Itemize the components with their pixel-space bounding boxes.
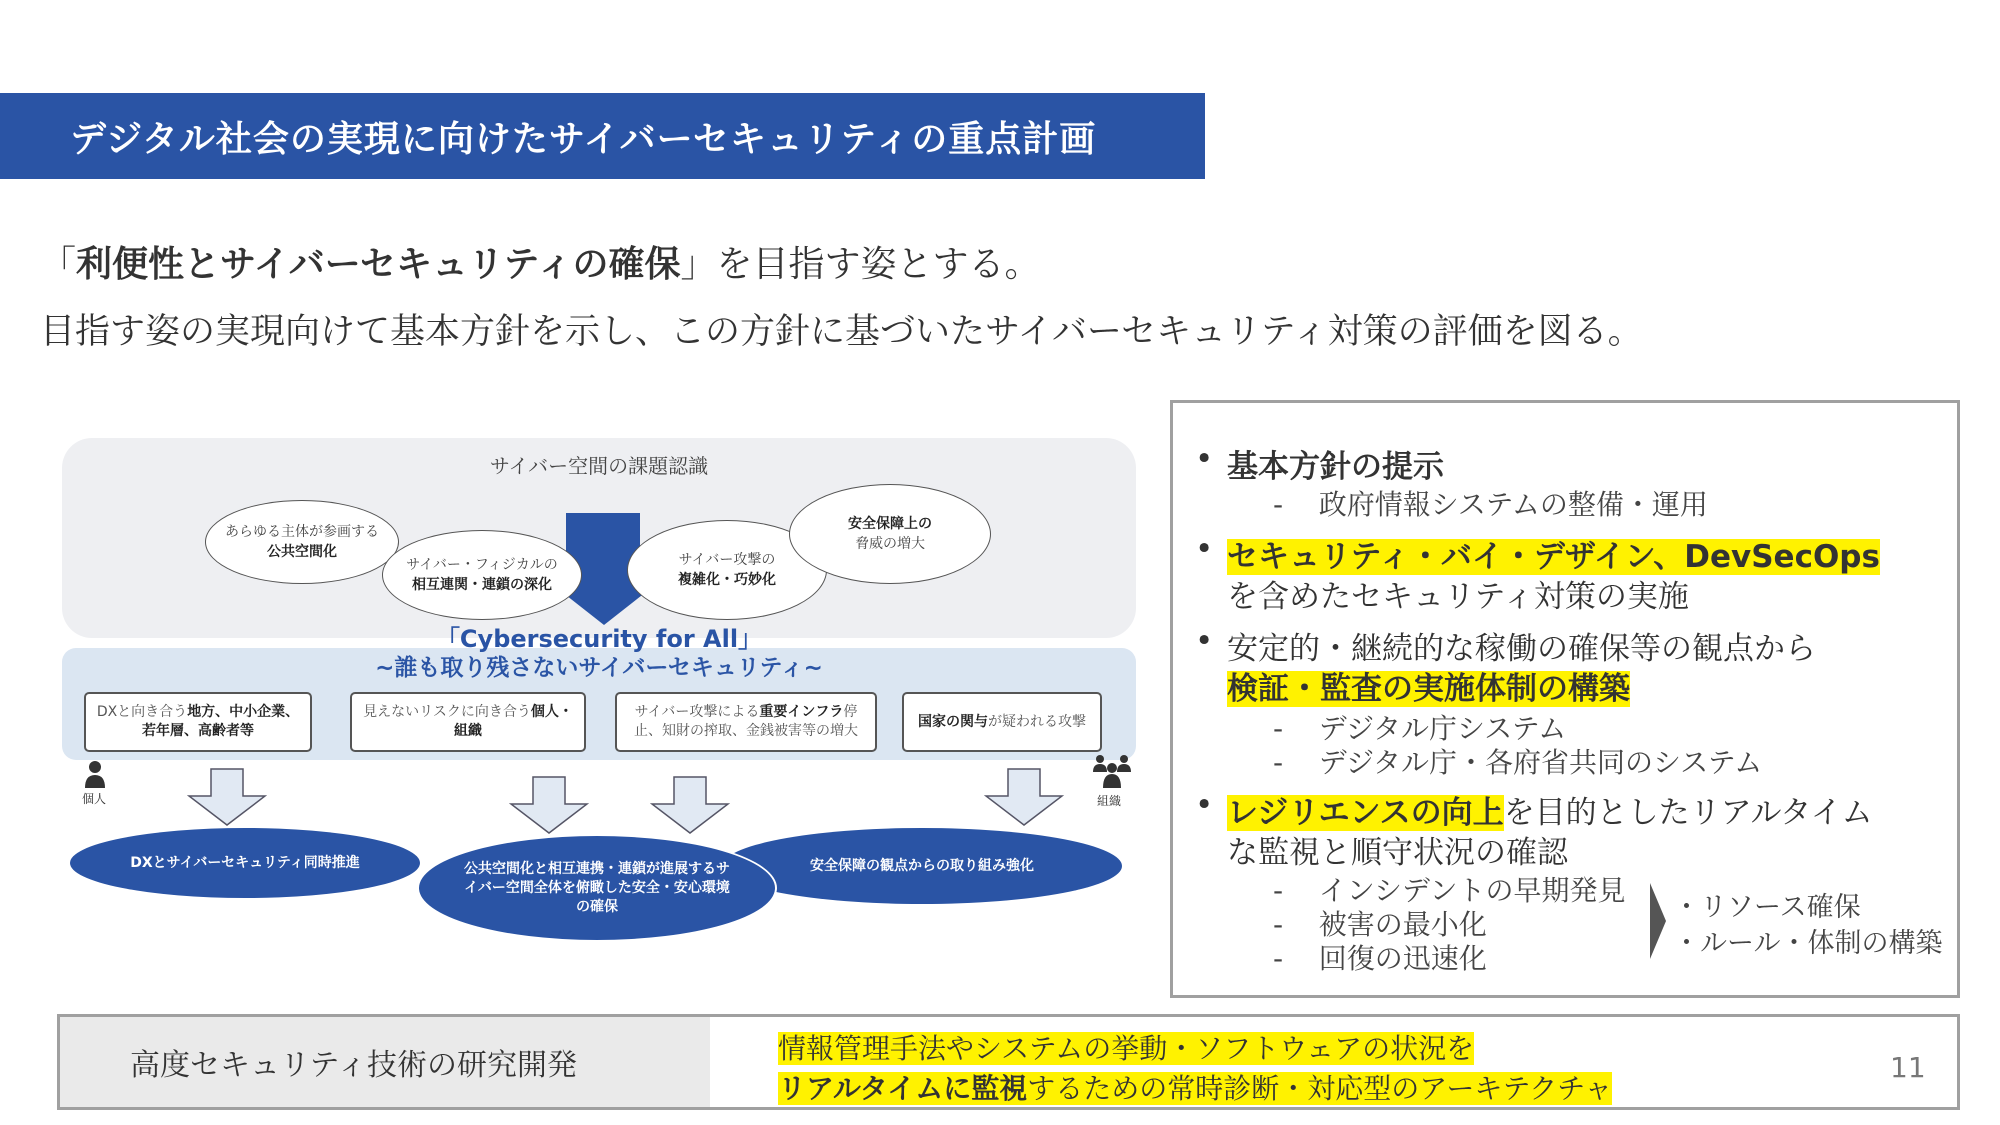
flow-arrow-3 bbox=[650, 776, 730, 834]
flow-arrow-2 bbox=[509, 776, 589, 834]
title-bar bbox=[0, 93, 1205, 179]
organization-icon bbox=[1092, 752, 1132, 788]
goal-ellipse-security: 安全保障の観点からの取り組み強化 bbox=[722, 828, 1122, 904]
policy-resilience-sub-2: - 被害の最小化 bbox=[1273, 908, 1487, 941]
policy-box bbox=[1170, 400, 1960, 998]
research-line-2: リアルタイムに監視するための常時診断・対応型のアーキテクチャ bbox=[778, 1072, 1613, 1105]
risk-box-infrastructure: サイバー攻撃による重要インフラ停止、知財の搾取、金銭被害等の増大 bbox=[615, 692, 877, 752]
flow-arrow-1 bbox=[187, 768, 267, 826]
policy-audit-sub-1: - デジタル庁システム bbox=[1273, 712, 1567, 745]
lead-sentence-1: 「利便性とサイバーセキュリティの確保」を目指す姿とする。 bbox=[40, 244, 1041, 285]
risk-box-state-attack: 国家の関与が疑われる攻撃 bbox=[902, 692, 1102, 752]
policy-audit-sub-2: - デジタル庁・各府省共同のシステム bbox=[1273, 746, 1763, 779]
bracket-arrow-icon bbox=[1648, 881, 1668, 961]
lead-sentence-2: 目指す姿の実現向けて基本方針を示し、この方針に基づいたサイバーセキュリティ対策の評価を図る。 bbox=[40, 312, 1643, 352]
policy-resilience-sub-3: - 回復の迅速化 bbox=[1273, 942, 1487, 975]
bullet: • bbox=[1195, 441, 1214, 477]
bullet: • bbox=[1195, 787, 1214, 823]
organization-label: 組織 bbox=[1097, 794, 1122, 808]
policy-audit-line: 安定的・継続的な稼働の確保等の観点から bbox=[1227, 631, 1816, 667]
issue-oval-security-threat: 安全保障上の 脅威の増大 bbox=[789, 484, 991, 584]
policy-by-design: セキュリティ・バイ・デザイン、DevSecOps bbox=[1227, 539, 1880, 575]
goal-ellipse-public-space: 公共空間化と相互連携・連鎖が進展するサイバー空間全体を俯瞰した安全・安心環境の確保 bbox=[417, 834, 777, 942]
policy-basic: 基本方針の提示 bbox=[1227, 449, 1444, 485]
issue-oval-attacks: サイバー攻撃の 複雑化・巧妙化 bbox=[627, 520, 827, 620]
policy-resilience-sub-1: - インシデントの早期発見 bbox=[1273, 874, 1626, 907]
page-number: 11 bbox=[1890, 1051, 1926, 1084]
side-item-rules: ・ルール・体制の構築 bbox=[1673, 928, 1943, 959]
lead-bold: 利便性とサイバーセキュリティの確保 bbox=[76, 244, 681, 285]
policy-audit-highlight: 検証・監査の実施体制の構築 bbox=[1227, 671, 1630, 707]
flow-arrow-4 bbox=[984, 768, 1064, 826]
risk-box-invisible-risk: 見えないリスクに向き合う個人・組織 bbox=[350, 692, 586, 752]
goal-ellipse-dx: DXとサイバーセキュリティ同時推進 bbox=[70, 828, 420, 898]
issue-oval-public-space: あらゆる主体が参画する 公共空間化 bbox=[205, 500, 399, 584]
person-icon bbox=[84, 760, 106, 788]
bullet: • bbox=[1195, 531, 1214, 567]
policy-by-design-rest: を含めたセキュリティ対策の実施 bbox=[1227, 579, 1689, 615]
policy-basic-sub: - 政府情報システムの整備・運用 bbox=[1273, 488, 1708, 521]
page-title: デジタル社会の実現に向けたサイバーセキュリティの重点計画 bbox=[70, 118, 1097, 160]
cybersecurity-diagram bbox=[62, 438, 1136, 958]
cfa-subtitle: ~誰も取り残さないサイバーセキュリティ~ bbox=[375, 655, 823, 681]
bullet: • bbox=[1195, 623, 1214, 659]
research-label: 高度セキュリティ技術の研究開発 bbox=[60, 1017, 710, 1107]
policy-resilience: レジリエンスの向上を目的としたリアルタイム bbox=[1227, 795, 1873, 831]
research-line-1: 情報管理手法やシステムの挙動・ソフトウェアの状況を bbox=[778, 1032, 1475, 1065]
person-label: 個人 bbox=[82, 792, 107, 806]
side-item-resources: ・リソース確保 bbox=[1673, 892, 1861, 923]
issue-title: サイバー空間の課題認識 bbox=[489, 454, 709, 478]
cfa-title: 「Cybersecurity for All」 bbox=[435, 625, 763, 653]
policy-resilience-rest: な監視と順守状況の確認 bbox=[1227, 835, 1568, 871]
research-box bbox=[57, 1014, 1960, 1110]
risk-box-dx: DXと向き合う地方、中小企業、若年層、高齢者等 bbox=[84, 692, 312, 752]
issue-oval-cyber-physical: サイバー・フィジカルの 相互連関・連鎖の深化 bbox=[382, 530, 582, 620]
